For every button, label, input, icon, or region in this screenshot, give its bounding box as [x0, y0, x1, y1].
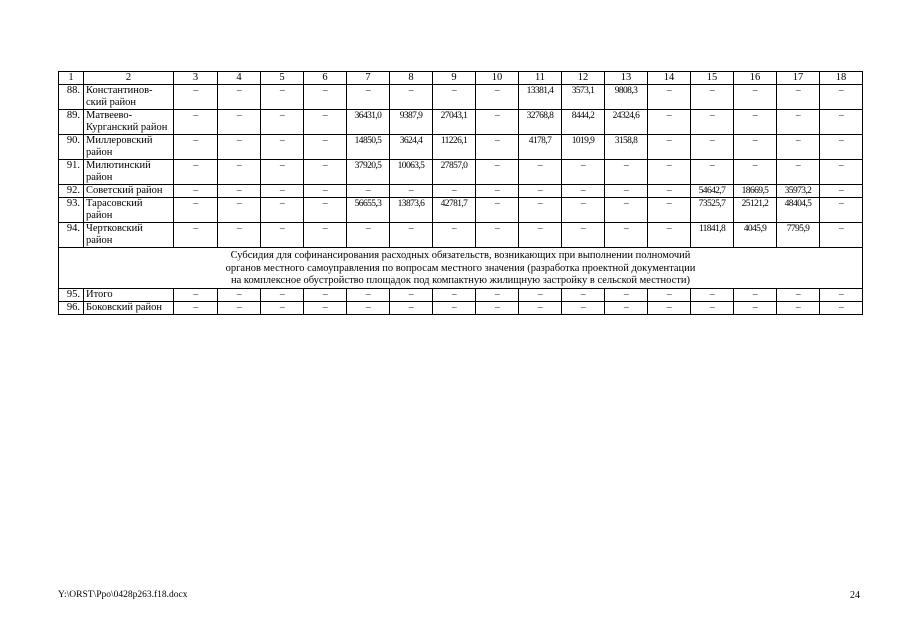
table-cell: –: [261, 301, 304, 314]
table-cell: –: [261, 288, 304, 301]
district-name: Боковский район: [84, 301, 174, 314]
column-number-header: 3: [174, 72, 218, 85]
table-cell: –: [519, 160, 562, 185]
table-cell: 13873,6: [390, 198, 433, 223]
row-number: 91.: [59, 160, 84, 185]
table-cell: –: [734, 301, 777, 314]
column-number-header: 2: [84, 72, 174, 85]
column-number-header: 10: [476, 72, 519, 85]
table-cell: –: [691, 160, 734, 185]
table-row: [59, 85, 863, 110]
table-cell: –: [433, 185, 476, 198]
row-number: 88.: [59, 85, 84, 110]
budget-table: [58, 71, 863, 315]
row-number: 96.: [59, 301, 84, 314]
table-cell: –: [777, 135, 820, 160]
table-cell: –: [476, 185, 519, 198]
table-cell: –: [174, 198, 218, 223]
table-cell: –: [562, 301, 605, 314]
table-cell: –: [777, 288, 820, 301]
table-cell: –: [304, 288, 347, 301]
column-number-header: 9: [433, 72, 476, 85]
column-number-header: 7: [347, 72, 390, 85]
column-number-header: 14: [648, 72, 691, 85]
table-cell: –: [476, 135, 519, 160]
table-cell: –: [218, 223, 261, 248]
table-cell: 42781,7: [433, 198, 476, 223]
table-cell: –: [261, 198, 304, 223]
table-cell: –: [433, 85, 476, 110]
table-cell: 11841,8: [691, 223, 734, 248]
table-cell: –: [562, 288, 605, 301]
table-row: [59, 223, 863, 248]
table-cell: 14850,5: [347, 135, 390, 160]
row-number: 95.: [59, 288, 84, 301]
table-cell: –: [648, 85, 691, 110]
table-cell: –: [820, 85, 863, 110]
table-cell: –: [562, 198, 605, 223]
page-number: 24: [850, 590, 860, 601]
table-cell: –: [347, 288, 390, 301]
table-cell: –: [820, 185, 863, 198]
table-cell: –: [218, 301, 261, 314]
table-cell: –: [218, 85, 261, 110]
table-row: [59, 160, 863, 185]
row-number: 93.: [59, 198, 84, 223]
column-number-header: 16: [734, 72, 777, 85]
table-cell: –: [304, 223, 347, 248]
table-cell: –: [648, 110, 691, 135]
column-number-header: 5: [261, 72, 304, 85]
table-cell: –: [433, 301, 476, 314]
column-number-header: 15: [691, 72, 734, 85]
table-cell: –: [261, 223, 304, 248]
table-cell: –: [691, 288, 734, 301]
column-number-header: 8: [390, 72, 433, 85]
table-cell: –: [390, 288, 433, 301]
table-row: [59, 301, 863, 314]
table-cell: –: [562, 160, 605, 185]
column-number-header: 4: [218, 72, 261, 85]
table-cell: –: [648, 223, 691, 248]
table-cell: –: [433, 288, 476, 301]
table-cell: –: [433, 223, 476, 248]
table-cell: –: [648, 288, 691, 301]
column-number-header: 1: [59, 72, 84, 85]
table-cell: –: [605, 223, 648, 248]
section-heading-line: Субсидия для софинансирования расходных обязательств, возникающих при выполнении полномочий: [230, 250, 691, 261]
table-cell: –: [519, 198, 562, 223]
table-cell: 54642,7: [691, 185, 734, 198]
table-cell: –: [261, 110, 304, 135]
table-cell: –: [174, 185, 218, 198]
column-number-header: 17: [777, 72, 820, 85]
table-cell: 3624,4: [390, 135, 433, 160]
table-cell: –: [605, 301, 648, 314]
table-cell: –: [734, 135, 777, 160]
table-cell: –: [476, 110, 519, 135]
table-cell: –: [648, 198, 691, 223]
table-cell: –: [174, 135, 218, 160]
table-cell: –: [304, 110, 347, 135]
section-heading-line: органов местного самоуправления по вопросам местного значения (разработка проектной документации: [225, 262, 696, 274]
table-cell: –: [261, 160, 304, 185]
table-cell: –: [390, 301, 433, 314]
table-cell: –: [605, 160, 648, 185]
table-cell: –: [476, 85, 519, 110]
table-cell: –: [304, 85, 347, 110]
table-cell: –: [734, 85, 777, 110]
table-cell: 4045,9: [734, 223, 777, 248]
district-name: Миллеровский район: [84, 135, 174, 160]
table-cell: 10063,5: [390, 160, 433, 185]
table-cell: 13381,4: [519, 85, 562, 110]
table-cell: –: [476, 160, 519, 185]
table-cell: 9387,9: [390, 110, 433, 135]
table-cell: 7795,9: [777, 223, 820, 248]
table-cell: 56655,3: [347, 198, 390, 223]
table-cell: 37920,5: [347, 160, 390, 185]
table-cell: –: [174, 110, 218, 135]
table-cell: –: [476, 198, 519, 223]
table-cell: –: [605, 185, 648, 198]
table-cell: 18669,5: [734, 185, 777, 198]
table-body: [59, 72, 863, 315]
table-cell: –: [304, 135, 347, 160]
table-cell: –: [777, 110, 820, 135]
table-cell: 11226,1: [433, 135, 476, 160]
table-cell: –: [218, 110, 261, 135]
table-cell: 3573,1: [562, 85, 605, 110]
table-cell: –: [605, 288, 648, 301]
table-cell: –: [304, 160, 347, 185]
section-heading-line: на комплексное обустройство площадок под компактную жилищную застройку в сельской местности): [231, 275, 690, 286]
table-row: [59, 135, 863, 160]
table-cell: –: [174, 223, 218, 248]
table-cell: –: [174, 288, 218, 301]
column-number-header: 12: [562, 72, 605, 85]
table-cell: –: [691, 135, 734, 160]
table-cell: 32768,8: [519, 110, 562, 135]
table-cell: –: [519, 288, 562, 301]
table-cell: 9808,3: [605, 85, 648, 110]
row-number: 94.: [59, 223, 84, 248]
table-cell: –: [648, 160, 691, 185]
table-cell: 36431,0: [347, 110, 390, 135]
table-cell: –: [476, 223, 519, 248]
table-cell: –: [820, 301, 863, 314]
table-cell: –: [648, 135, 691, 160]
table-cell: 24324,6: [605, 110, 648, 135]
table-cell: –: [174, 160, 218, 185]
table-cell: –: [347, 301, 390, 314]
table-cell: –: [261, 135, 304, 160]
table-row: [59, 288, 863, 301]
table-cell: –: [562, 185, 605, 198]
district-name: Тарасовский район: [84, 198, 174, 223]
table-cell: 27043,1: [433, 110, 476, 135]
district-name: Матвеево-Курганский район: [84, 110, 174, 135]
table-cell: –: [390, 223, 433, 248]
table-row: [59, 198, 863, 223]
table-cell: –: [218, 185, 261, 198]
table-cell: –: [174, 85, 218, 110]
table-cell: 4178,7: [519, 135, 562, 160]
table-cell: –: [648, 185, 691, 198]
table-cell: 73525,7: [691, 198, 734, 223]
table-cell: –: [691, 85, 734, 110]
column-number-header: 6: [304, 72, 347, 85]
column-number-header-row: [59, 72, 863, 85]
district-name: Чертковский район: [84, 223, 174, 248]
table-cell: 25121,2: [734, 198, 777, 223]
table-cell: –: [476, 288, 519, 301]
table-cell: –: [734, 160, 777, 185]
column-number-header: 18: [820, 72, 863, 85]
table-cell: –: [218, 135, 261, 160]
table-cell: –: [347, 223, 390, 248]
table-cell: –: [691, 110, 734, 135]
table-cell: –: [648, 301, 691, 314]
column-number-header: 13: [605, 72, 648, 85]
table-cell: –: [820, 110, 863, 135]
table-cell: –: [777, 301, 820, 314]
table-cell: –: [734, 110, 777, 135]
table-cell: –: [562, 223, 605, 248]
table-cell: –: [820, 135, 863, 160]
table-cell: –: [777, 160, 820, 185]
district-name: Советский район: [84, 185, 174, 198]
table-cell: 48404,5: [777, 198, 820, 223]
table-cell: –: [261, 85, 304, 110]
column-number-header: 11: [519, 72, 562, 85]
table-cell: –: [218, 160, 261, 185]
table-cell: –: [476, 301, 519, 314]
table-row: [59, 110, 863, 135]
document-file-path: Y:\ORST\Ppo\0428p263.f18.docx: [58, 590, 188, 600]
table-cell: –: [347, 85, 390, 110]
table-cell: –: [304, 185, 347, 198]
table-cell: –: [390, 85, 433, 110]
district-name: Константинов-ский район: [84, 85, 174, 110]
row-number: 89.: [59, 110, 84, 135]
table-cell: –: [820, 223, 863, 248]
table-cell: –: [691, 301, 734, 314]
table-cell: –: [519, 185, 562, 198]
table-cell: 3158,8: [605, 135, 648, 160]
table-cell: –: [820, 160, 863, 185]
table-cell: –: [218, 288, 261, 301]
table-cell: 1019,9: [562, 135, 605, 160]
table-cell: –: [820, 288, 863, 301]
table-cell: –: [304, 301, 347, 314]
table-cell: –: [519, 301, 562, 314]
table-cell: –: [777, 85, 820, 110]
district-name: Милютинский район: [84, 160, 174, 185]
table-cell: –: [261, 185, 304, 198]
table-cell: –: [605, 198, 648, 223]
table-cell: –: [734, 288, 777, 301]
table-cell: –: [218, 198, 261, 223]
table-row: [59, 185, 863, 198]
table-cell: 27857,0: [433, 160, 476, 185]
row-number: 92.: [59, 185, 84, 198]
table-cell: –: [820, 198, 863, 223]
table-cell: 35973,2: [777, 185, 820, 198]
table-cell: –: [304, 198, 347, 223]
row-number: 90.: [59, 135, 84, 160]
section-heading-row: [59, 248, 863, 289]
section-heading: [59, 248, 863, 289]
table-cell: –: [390, 185, 433, 198]
district-name: Итого: [84, 288, 174, 301]
table-cell: –: [519, 223, 562, 248]
table-cell: –: [347, 185, 390, 198]
table-cell: 8444,2: [562, 110, 605, 135]
table-cell: –: [174, 301, 218, 314]
